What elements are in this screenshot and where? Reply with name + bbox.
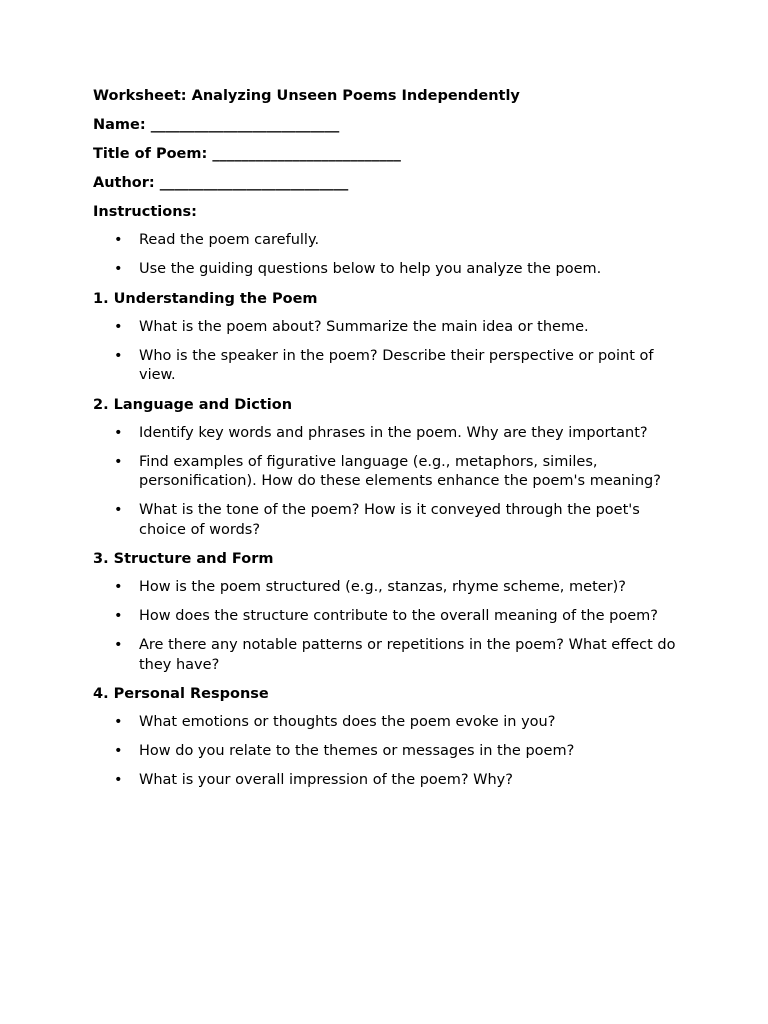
list-item: • What is your overall impression of the poem? Why? xyxy=(93,771,678,791)
section-heading-language: 2. Language and Diction xyxy=(93,396,293,413)
section-list-structure xyxy=(93,578,678,675)
list-item: • Identify key words and phrases in the poem. Why are they important? xyxy=(93,424,678,444)
bullet-icon: • xyxy=(114,714,123,730)
title-of-poem-field: Title of Poem: __________________________ xyxy=(93,146,401,162)
list-item: • Read the poem carefully. xyxy=(93,231,678,251)
section-list-understanding xyxy=(93,318,678,386)
list-item: • How do you relate to the themes or messages in the poem? xyxy=(93,742,678,762)
bullet-icon: • xyxy=(114,453,123,470)
section-list-personal xyxy=(93,713,678,791)
instructions-list xyxy=(93,231,678,280)
list-item: • What is the poem about? Summarize the main idea or theme. xyxy=(93,318,678,338)
section-list-language xyxy=(93,424,678,541)
author-field: Author: __________________________ xyxy=(93,175,349,191)
bullet-icon: • xyxy=(114,743,123,759)
bullet-icon: • xyxy=(114,772,123,788)
list-item: • How does the structure contribute to the overall meaning of the poem? xyxy=(93,607,678,627)
list-item: • What emotions or thoughts does the poem evoke in you? xyxy=(93,713,678,733)
list-item: • Who is the speaker in the poem? Describe their perspective or point of view. xyxy=(114,347,654,383)
section-heading-understanding: 1. Understanding the Poem xyxy=(93,290,318,307)
list-item: • Use the guiding questions below to help you analyze the poem. xyxy=(93,260,678,280)
list-item: • What is the tone of the poem? How is it conveyed through the poet's choice of words? xyxy=(114,502,640,538)
section-heading-structure: 3. Structure and Form xyxy=(93,551,274,567)
list-item: • How is the poem structured (e.g., stanzas, rhyme scheme, meter)? xyxy=(93,578,678,598)
bullet-icon: • xyxy=(114,261,123,277)
bullet-icon: • xyxy=(114,318,123,335)
bullet-icon: • xyxy=(114,232,123,248)
bullet-icon: • xyxy=(114,608,123,624)
section-heading-personal: 4. Personal Response xyxy=(93,686,269,702)
bullet-icon: • xyxy=(114,502,123,518)
name-field: Name: __________________________ xyxy=(93,117,340,133)
list-item: • Find examples of figurative language (e.g., metaphors, similes, personification). How do these elements enhance the poem's meaning? xyxy=(114,453,661,489)
bullet-icon: • xyxy=(114,637,123,653)
bullet-icon: • xyxy=(114,579,123,595)
bullet-icon: • xyxy=(114,347,123,364)
instructions-heading: Instructions: xyxy=(93,204,197,220)
bullet-icon: • xyxy=(114,424,123,441)
list-item: • Are there any notable patterns or repetitions in the poem? What effect do they have? xyxy=(114,637,676,673)
worksheet-title: Worksheet: Analyzing Unseen Poems Independently xyxy=(93,88,520,104)
